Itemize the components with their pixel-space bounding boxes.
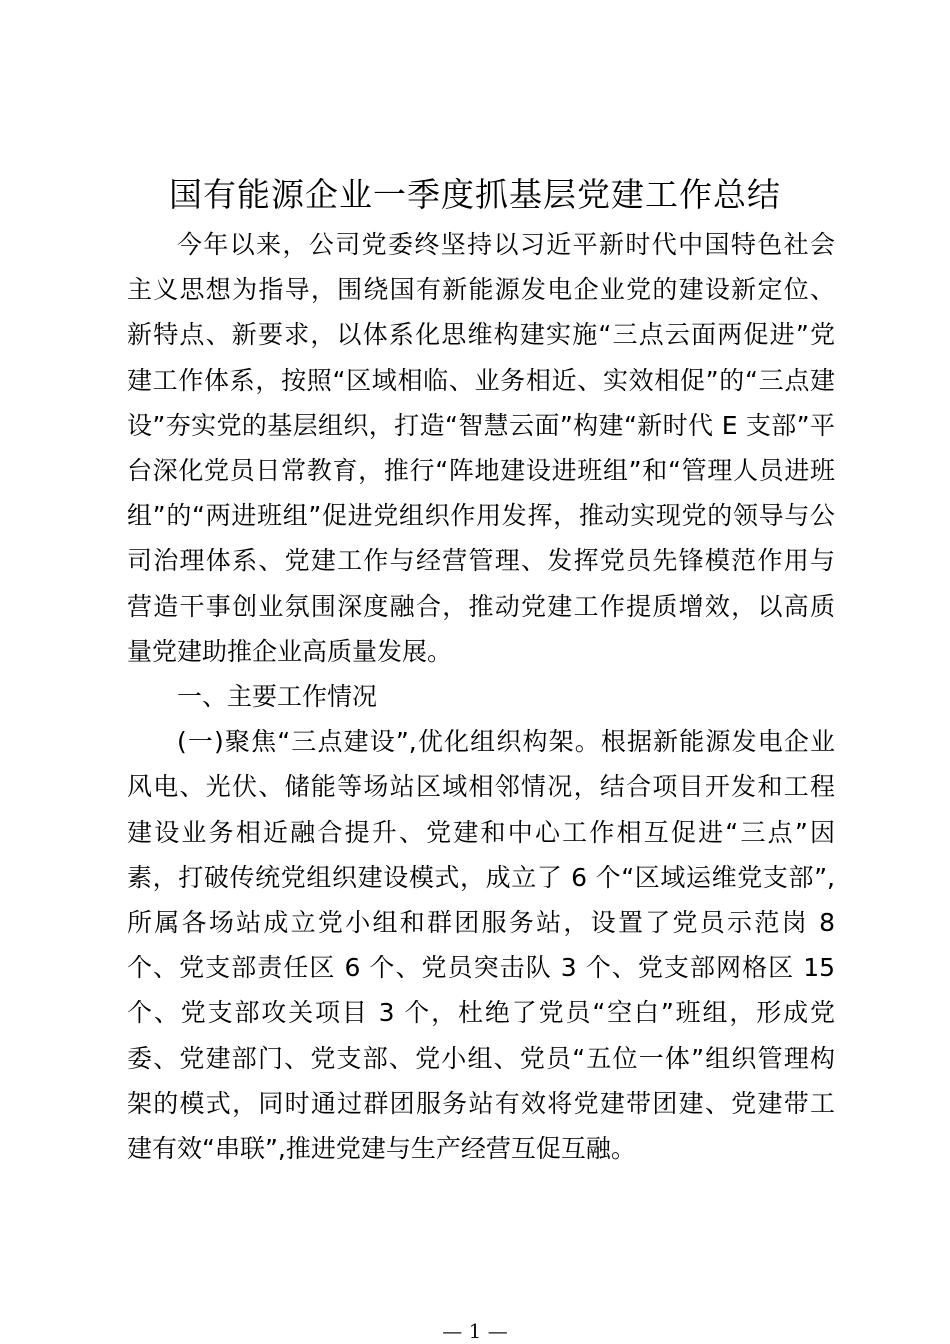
text-line: 个、党支部攻关项目 3 个，杜绝了党员“空白”班组，形成党 <box>127 998 835 1028</box>
text-line: 量党建助推企业高质量发展。 <box>127 636 453 666</box>
text-line: 素，打破传统党组织建设模式，成立了 6 个“区域运维党支部”, <box>127 862 835 892</box>
text-line: 建工作体系，按照“区域相临、业务相近、实效相促”的“三点建 <box>127 365 835 395</box>
text-line: 主义思想为指导，围绕国有新能源发电企业党的建设新定位、 <box>127 275 835 305</box>
text-line: 风电、光伏、储能等场站区域相邻情况，结合项目开发和工程 <box>127 772 835 802</box>
text-line: 委、党建部门、党支部、党小组、党员“五位一体”组织管理构 <box>127 1043 835 1073</box>
text-line: 司治理体系、党建工作与经营管理、发挥党员先锋模范作用与 <box>127 546 835 576</box>
document-title: 国有能源企业一季度抓基层党建工作总结 <box>169 175 781 214</box>
section-heading <box>127 674 835 719</box>
page-number: — 1 — <box>442 1319 508 1343</box>
text-line: 今年以来，公司党委终坚持以习近平新时代中国特色社会 <box>177 230 835 259</box>
text-line: 建有效“串联”,推进党建与生产经营互促互融。 <box>127 1134 636 1164</box>
text-line: 个、党支部责任区 6 个、党员突击队 3 个、党支部网格区 15 <box>127 953 835 983</box>
text-line: 组”的“两进班组”促进党组织作用发挥，推动实现党的领导与公 <box>127 501 835 531</box>
text-line: (一)聚焦“三点建设”,优化组织构架。根据新能源发电企业 <box>177 727 835 757</box>
text-line: 建设业务相近融合提升、党建和中心工作相互促进“三点”因 <box>127 817 835 847</box>
text-line: 营造干事创业氛围深度融合，推动党建工作提质增效，以高质 <box>127 591 835 621</box>
text-line: 新特点、新要求，以体系化思维构建实施“三点云面两促进”党 <box>127 320 835 350</box>
paragraph-intro <box>127 222 835 674</box>
text-line: 所属各场站成立党小组和群团服务站，设置了党员示范岗 8 <box>127 908 835 938</box>
document-body <box>127 222 835 1171</box>
paragraph-three-points <box>127 719 835 1171</box>
text-line: 架的模式，同时通过群团服务站有效将党建带团建、党建带工 <box>127 1088 835 1118</box>
heading-text: 一、主要工作情况 <box>177 682 378 712</box>
text-line: 台深化党员日常教育，推行“阵地建设进班组”和“管理人员进班 <box>127 456 835 486</box>
text-line: 设”夯实党的基层组织，打造“智慧云面”构建“新时代 E 支部”平 <box>127 410 835 440</box>
